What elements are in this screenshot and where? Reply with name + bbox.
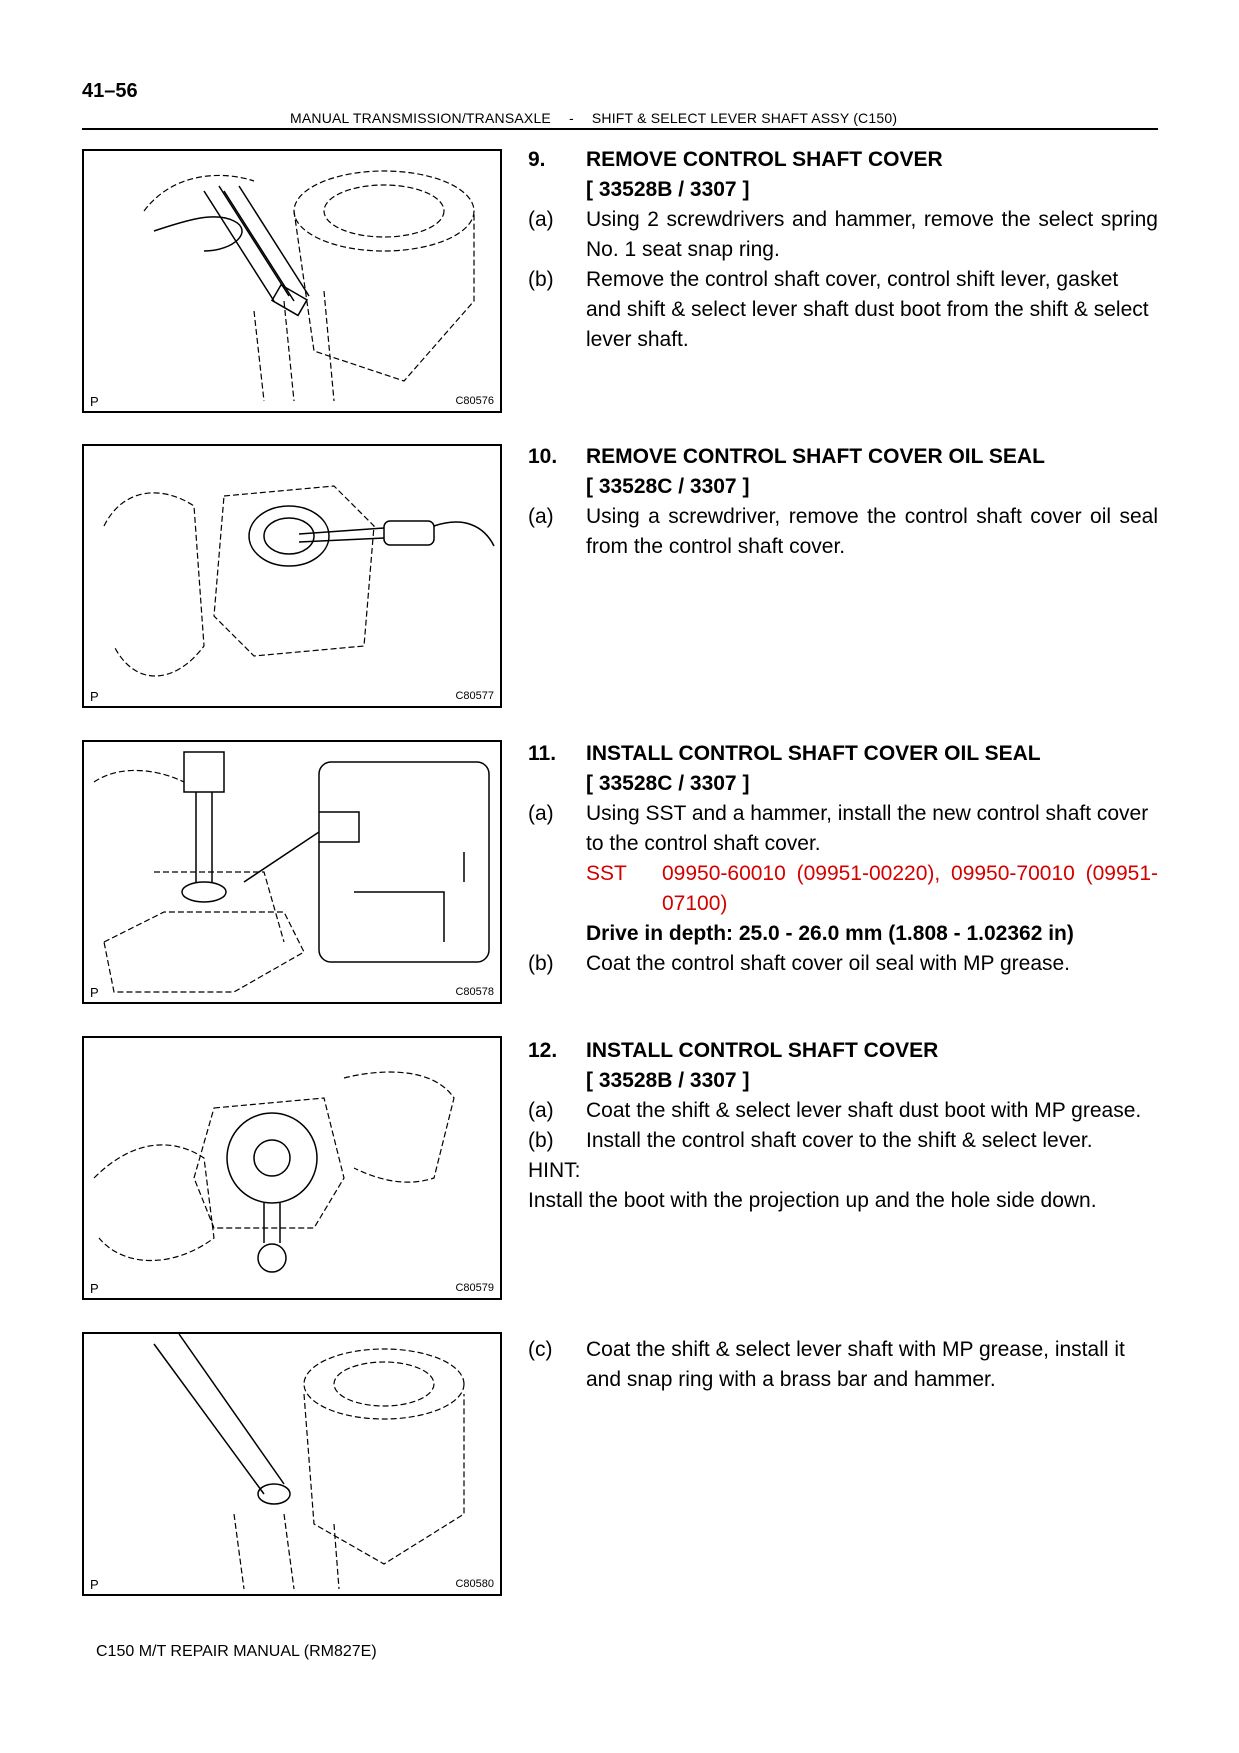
step-number: 11. [528,742,557,765]
figure-corner-mark: P [90,1577,99,1592]
step-number: 9. [528,148,546,171]
step-heading [528,1036,1158,1066]
figure-code: C80579 [455,1282,494,1294]
sub-step [528,1335,1158,1395]
sub-step [528,265,1158,355]
step-heading [528,145,1158,175]
sst-part-numbers: 09950-60010 (09951-00220), 09950-70010 (09951-07100) [662,862,1158,915]
illustration-screwdrivers [84,151,500,411]
figure-install-oil-seal [82,740,502,1004]
illustration-brass-bar [84,1334,500,1594]
sst-line [528,859,1158,919]
hint-text: Install the boot with the projection up and the hole side down. [528,1189,1097,1212]
sub-step-label: (b) [528,952,554,975]
page-number: 41–56 [82,80,138,102]
sub-step-text: Coat the shift & select lever shaft with MP grease, install it and snap ring with a brass bar and hammer. [586,1338,1125,1391]
step-reference: [ 33528C / 3307 ] [586,772,750,795]
sub-step [528,1096,1158,1126]
step-number: 10. [528,445,558,468]
header-section: MANUAL TRANSMISSION/TRANSAXLE [290,110,551,126]
step-title: REMOVE CONTROL SHAFT COVER OIL SEAL [586,445,1045,468]
figure-remove-oil-seal [82,444,502,708]
sub-step-text: Coat the shift & select lever shaft dust boot with MP grease. [586,1099,1142,1122]
sub-step [528,205,1158,265]
header-subsection: SHIFT & SELECT LEVER SHAFT ASSY (C150) [591,110,898,126]
header-separator: - [568,110,574,126]
hint-label: HINT: [528,1159,581,1182]
figure-screwdrivers-snap-ring [82,149,502,413]
figure-code: C80576 [455,395,494,407]
figure-snap-ring-install [82,1332,502,1596]
figure-install-cover [82,1036,502,1300]
sub-step-label: (a) [528,1099,554,1122]
step-title: INSTALL CONTROL SHAFT COVER [586,1039,939,1062]
step-title: INSTALL CONTROL SHAFT COVER OIL SEAL [586,742,1041,765]
step-heading [528,739,1158,769]
sub-step-text: Using 2 screwdrivers and hammer, remove the select spring No. 1 seat snap ring. [586,208,1158,261]
illustration-sst-install [84,742,500,1002]
step-12-continued [528,1335,1158,1395]
step-number: 12. [528,1039,558,1062]
sub-step-text: Remove the control shaft cover, control shift lever, gasket and shift & select lever shaft dust boot from the shift & select lever shaft. [586,268,1149,351]
sub-step [528,799,1158,859]
sub-step-label: (a) [528,505,554,528]
figure-corner-mark: P [90,689,99,704]
running-header [290,110,897,126]
step-reference: [ 33528C / 3307 ] [586,475,750,498]
sub-step-label: (c) [528,1338,553,1361]
sub-step-text: Install the control shaft cover to the shift & select lever. [586,1129,1093,1152]
sub-step-label: (a) [528,802,554,825]
sst-label: SST [586,862,627,885]
drive-depth-spec: Drive in depth: 25.0 - 26.0 mm (1.808 - 1.02362 in) [586,922,1074,945]
step-heading [528,442,1158,472]
sub-step-label: (b) [528,1129,554,1152]
sub-step [528,502,1158,562]
figure-corner-mark: P [90,985,99,1000]
figure-corner-mark: P [90,394,99,409]
figure-code: C80580 [455,1578,494,1590]
step-title: REMOVE CONTROL SHAFT COVER [586,148,943,171]
step-12 [528,1036,1158,1216]
sub-step [528,949,1158,979]
step-reference: [ 33528B / 3307 ] [586,178,750,201]
step-10 [528,442,1158,562]
sub-step-label: (b) [528,268,554,291]
figure-code: C80578 [455,986,494,998]
header-rule [82,128,1158,130]
step-9 [528,145,1158,355]
figure-corner-mark: P [90,1281,99,1296]
sub-step-text: Using a screwdriver, remove the control shaft cover oil seal from the control shaft cover. [586,505,1158,558]
sub-step-text: Coat the control shaft cover oil seal with MP grease. [586,952,1071,975]
sub-step [528,1126,1158,1156]
step-reference: [ 33528B / 3307 ] [586,1069,750,1092]
figure-code: C80577 [455,690,494,702]
sub-step-label: (a) [528,208,554,231]
sub-step-text: Using SST and a hammer, install the new control shaft cover to the control shaft cover. [586,802,1149,855]
page-footer: C150 M/T REPAIR MANUAL (RM827E) [96,1643,377,1660]
illustration-oil-seal-removal [84,446,500,706]
step-11 [528,739,1158,979]
illustration-cover-install [84,1038,500,1298]
